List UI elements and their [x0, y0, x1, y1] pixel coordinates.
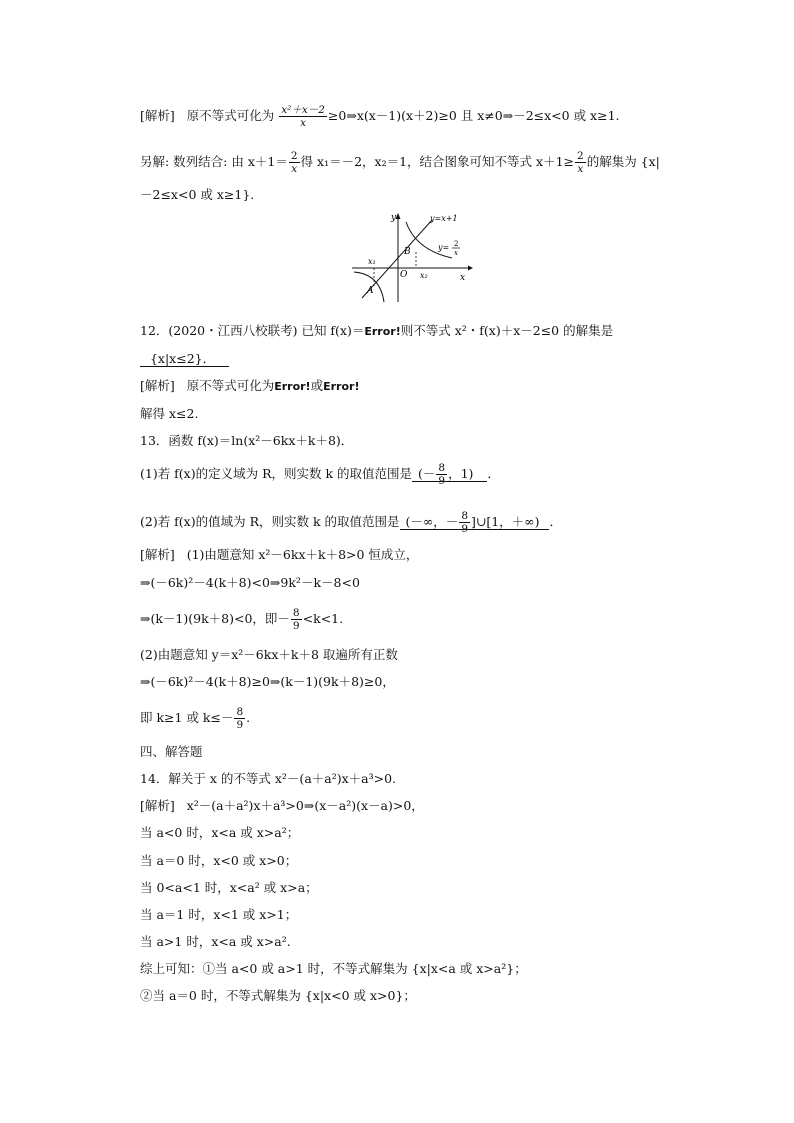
case-4: [140, 906, 297, 924]
question-13-analysis-4: [140, 646, 398, 664]
text: ．: [549, 514, 562, 529]
fraction-denominator: 9: [292, 620, 300, 632]
question-13-analysis-3: [140, 607, 343, 632]
error-text: Error!: [323, 380, 360, 393]
answer-blank: [400, 510, 550, 535]
answer-text: ，1): [448, 466, 474, 481]
text: 13．函数 f(x)＝ln(x²－6kx＋k＋8)．: [140, 433, 354, 448]
fraction-numerator: 2: [290, 150, 298, 162]
text: 则不等式 x²・f(x)＋x－2≤0 的解集是: [400, 323, 614, 338]
text: ⇒(－6k)²－4(k＋8)<0⇒9k²－k－8<0: [140, 575, 360, 590]
fraction-denominator: 9: [438, 475, 446, 487]
point-b-label: B: [404, 247, 411, 257]
y-label: y: [391, 213, 397, 223]
fraction-numerator: x²＋x－2: [281, 104, 325, 116]
question-13-analysis-1: [140, 546, 418, 564]
case-5: [140, 933, 291, 951]
y-axis-arrow: [396, 213, 401, 219]
answer-text: ]∪[1，＋∞): [471, 514, 540, 529]
question-12-result: [140, 405, 198, 423]
text: －2≤x<0 或 x≥1}.: [140, 187, 255, 202]
fraction: [575, 150, 586, 175]
analysis-tag: [解析]: [140, 547, 175, 562]
text: ≥0⇒x(x－1)(x＋2)≥0 且 x≠0⇒－2≤x<0 或 x≥1.: [327, 108, 620, 123]
text: x²－(a＋a²)x＋a³>0⇒(x－a²)(x－a)>0，: [186, 798, 424, 813]
answer-blank: [140, 351, 229, 367]
x-axis-arrow: [468, 266, 473, 271]
x1-label: x₁: [368, 257, 376, 266]
text: 当 a＝1 时，x<1 或 x>1；: [140, 907, 298, 922]
section-heading: [140, 743, 203, 761]
fraction-denominator: x: [577, 163, 584, 175]
text: 解得 x≤2.: [140, 406, 199, 421]
text: 原不等式可化为: [186, 108, 275, 123]
fraction-denominator: 9: [461, 523, 468, 535]
answer-text: (－: [418, 466, 436, 481]
text: ⇒(k－1)(9k＋8)<0，即－: [140, 611, 290, 626]
summary-1: [140, 960, 527, 978]
answer-text: (－∞，－: [405, 514, 459, 529]
question-13-analysis-6: [140, 706, 250, 731]
question-13-title: [140, 432, 353, 450]
text: 12．(2020・江西八校联考) 已知 f(x)＝: [140, 323, 365, 338]
question-12-analysis: [140, 377, 359, 396]
text: 原不等式可化为: [186, 378, 275, 393]
x2-label: x₂: [420, 271, 428, 280]
question-13-analysis-5: [140, 673, 395, 691]
error-text: Error!: [364, 325, 401, 338]
question-14-title: [140, 770, 396, 788]
answer-text: {x|x≤2}．: [149, 351, 216, 366]
summary-2: [140, 987, 416, 1005]
curve-label-den: x: [454, 249, 458, 257]
x-label: x: [460, 273, 466, 283]
text: 的解集为 {x|: [586, 154, 660, 169]
analysis-tag: [解析]: [140, 108, 175, 123]
text: 当 0<a<1 时，x<a² 或 x>a；: [140, 880, 318, 895]
fraction-numerator: 8: [292, 607, 300, 619]
fraction-numerator: 2: [577, 150, 584, 162]
answer-blank: [412, 462, 487, 487]
text: 四、解答题: [140, 744, 203, 759]
text: (1)由题意知 x²－6kx＋k＋8>0 恒成立，: [186, 547, 419, 562]
text: ⇒(－6k)²－4(k＋8)≥0⇒(k－1)(9k＋8)≥0，: [140, 674, 395, 689]
text: ②当 a＝0 时，不等式解集为 {x|x<0 或 x>0}；: [140, 988, 416, 1003]
case-1: [140, 824, 299, 842]
question-13-part-2: [140, 510, 562, 535]
analysis-tag: [解析]: [140, 378, 175, 393]
fraction: [279, 104, 327, 129]
text: 即 k≥1 或 k≤－: [140, 710, 234, 725]
text: 当 a<0 时，x<a 或 x>a²；: [140, 825, 300, 840]
alt-solution-line-cont: [140, 186, 254, 204]
function-graph: [350, 210, 475, 305]
text: (2)由题意知 y＝x²－6kx＋k＋8 取遍所有正数: [140, 647, 398, 662]
text: .: [246, 710, 251, 725]
analysis-line-1: [140, 104, 620, 129]
fraction: [291, 607, 302, 632]
text: 当 a>1 时，x<a 或 x>a².: [140, 934, 291, 949]
point-a-label: A: [367, 286, 374, 296]
fraction: [289, 150, 300, 175]
fraction-denominator: x: [291, 163, 298, 175]
question-14-analysis: [140, 797, 424, 815]
error-text: Error!: [274, 380, 311, 393]
fraction: [436, 462, 447, 487]
curve-label-prefix: y=: [438, 243, 450, 252]
fraction: [234, 706, 245, 731]
question-13-part-1: [140, 462, 500, 487]
case-2: [140, 852, 297, 870]
case-3: [140, 879, 318, 897]
text: 14．解关于 x 的不等式 x²－(a＋a²)x＋a³>0.: [140, 771, 397, 786]
text: 或: [310, 378, 324, 393]
fraction-numerator: 8: [236, 706, 244, 718]
fraction-numerator: 8: [461, 510, 468, 522]
text: (2)若 f(x)的值域为 R，则实数 k 的取值范围是: [140, 514, 400, 529]
fraction-numerator: 8: [438, 462, 446, 474]
text: 得 x₁＝－2，x₂＝1，结合图象可知不等式 x＋1≥: [300, 154, 574, 169]
text: (1)若 f(x)的定义域为 R，则实数 k 的取值范围是: [140, 466, 413, 481]
fraction-denominator: 9: [236, 719, 244, 731]
text: <k<1.: [302, 611, 344, 626]
origin-label: O: [400, 270, 408, 280]
question-13-analysis-2: [140, 574, 360, 592]
fraction: [459, 510, 470, 535]
line-label: y=x+1: [430, 214, 458, 223]
question-12: [140, 322, 613, 341]
analysis-tag: [解析]: [140, 798, 175, 813]
fraction-denominator: x: [300, 117, 307, 129]
hyperbola-right-branch: [406, 222, 452, 258]
alt-solution-line: [140, 150, 660, 175]
curve-label-num: 2: [454, 240, 459, 248]
question-12-answer: [140, 350, 229, 368]
text: 综上可知：①当 a<0 或 a>1 时，不等式解集为 {x|x<a 或 x>a²}；: [140, 961, 527, 976]
text: 另解: 数列结合: 由 x＋1＝: [140, 154, 288, 169]
text: 当 a＝0 时，x<0 或 x>0；: [140, 853, 298, 868]
text: ．: [487, 466, 500, 481]
